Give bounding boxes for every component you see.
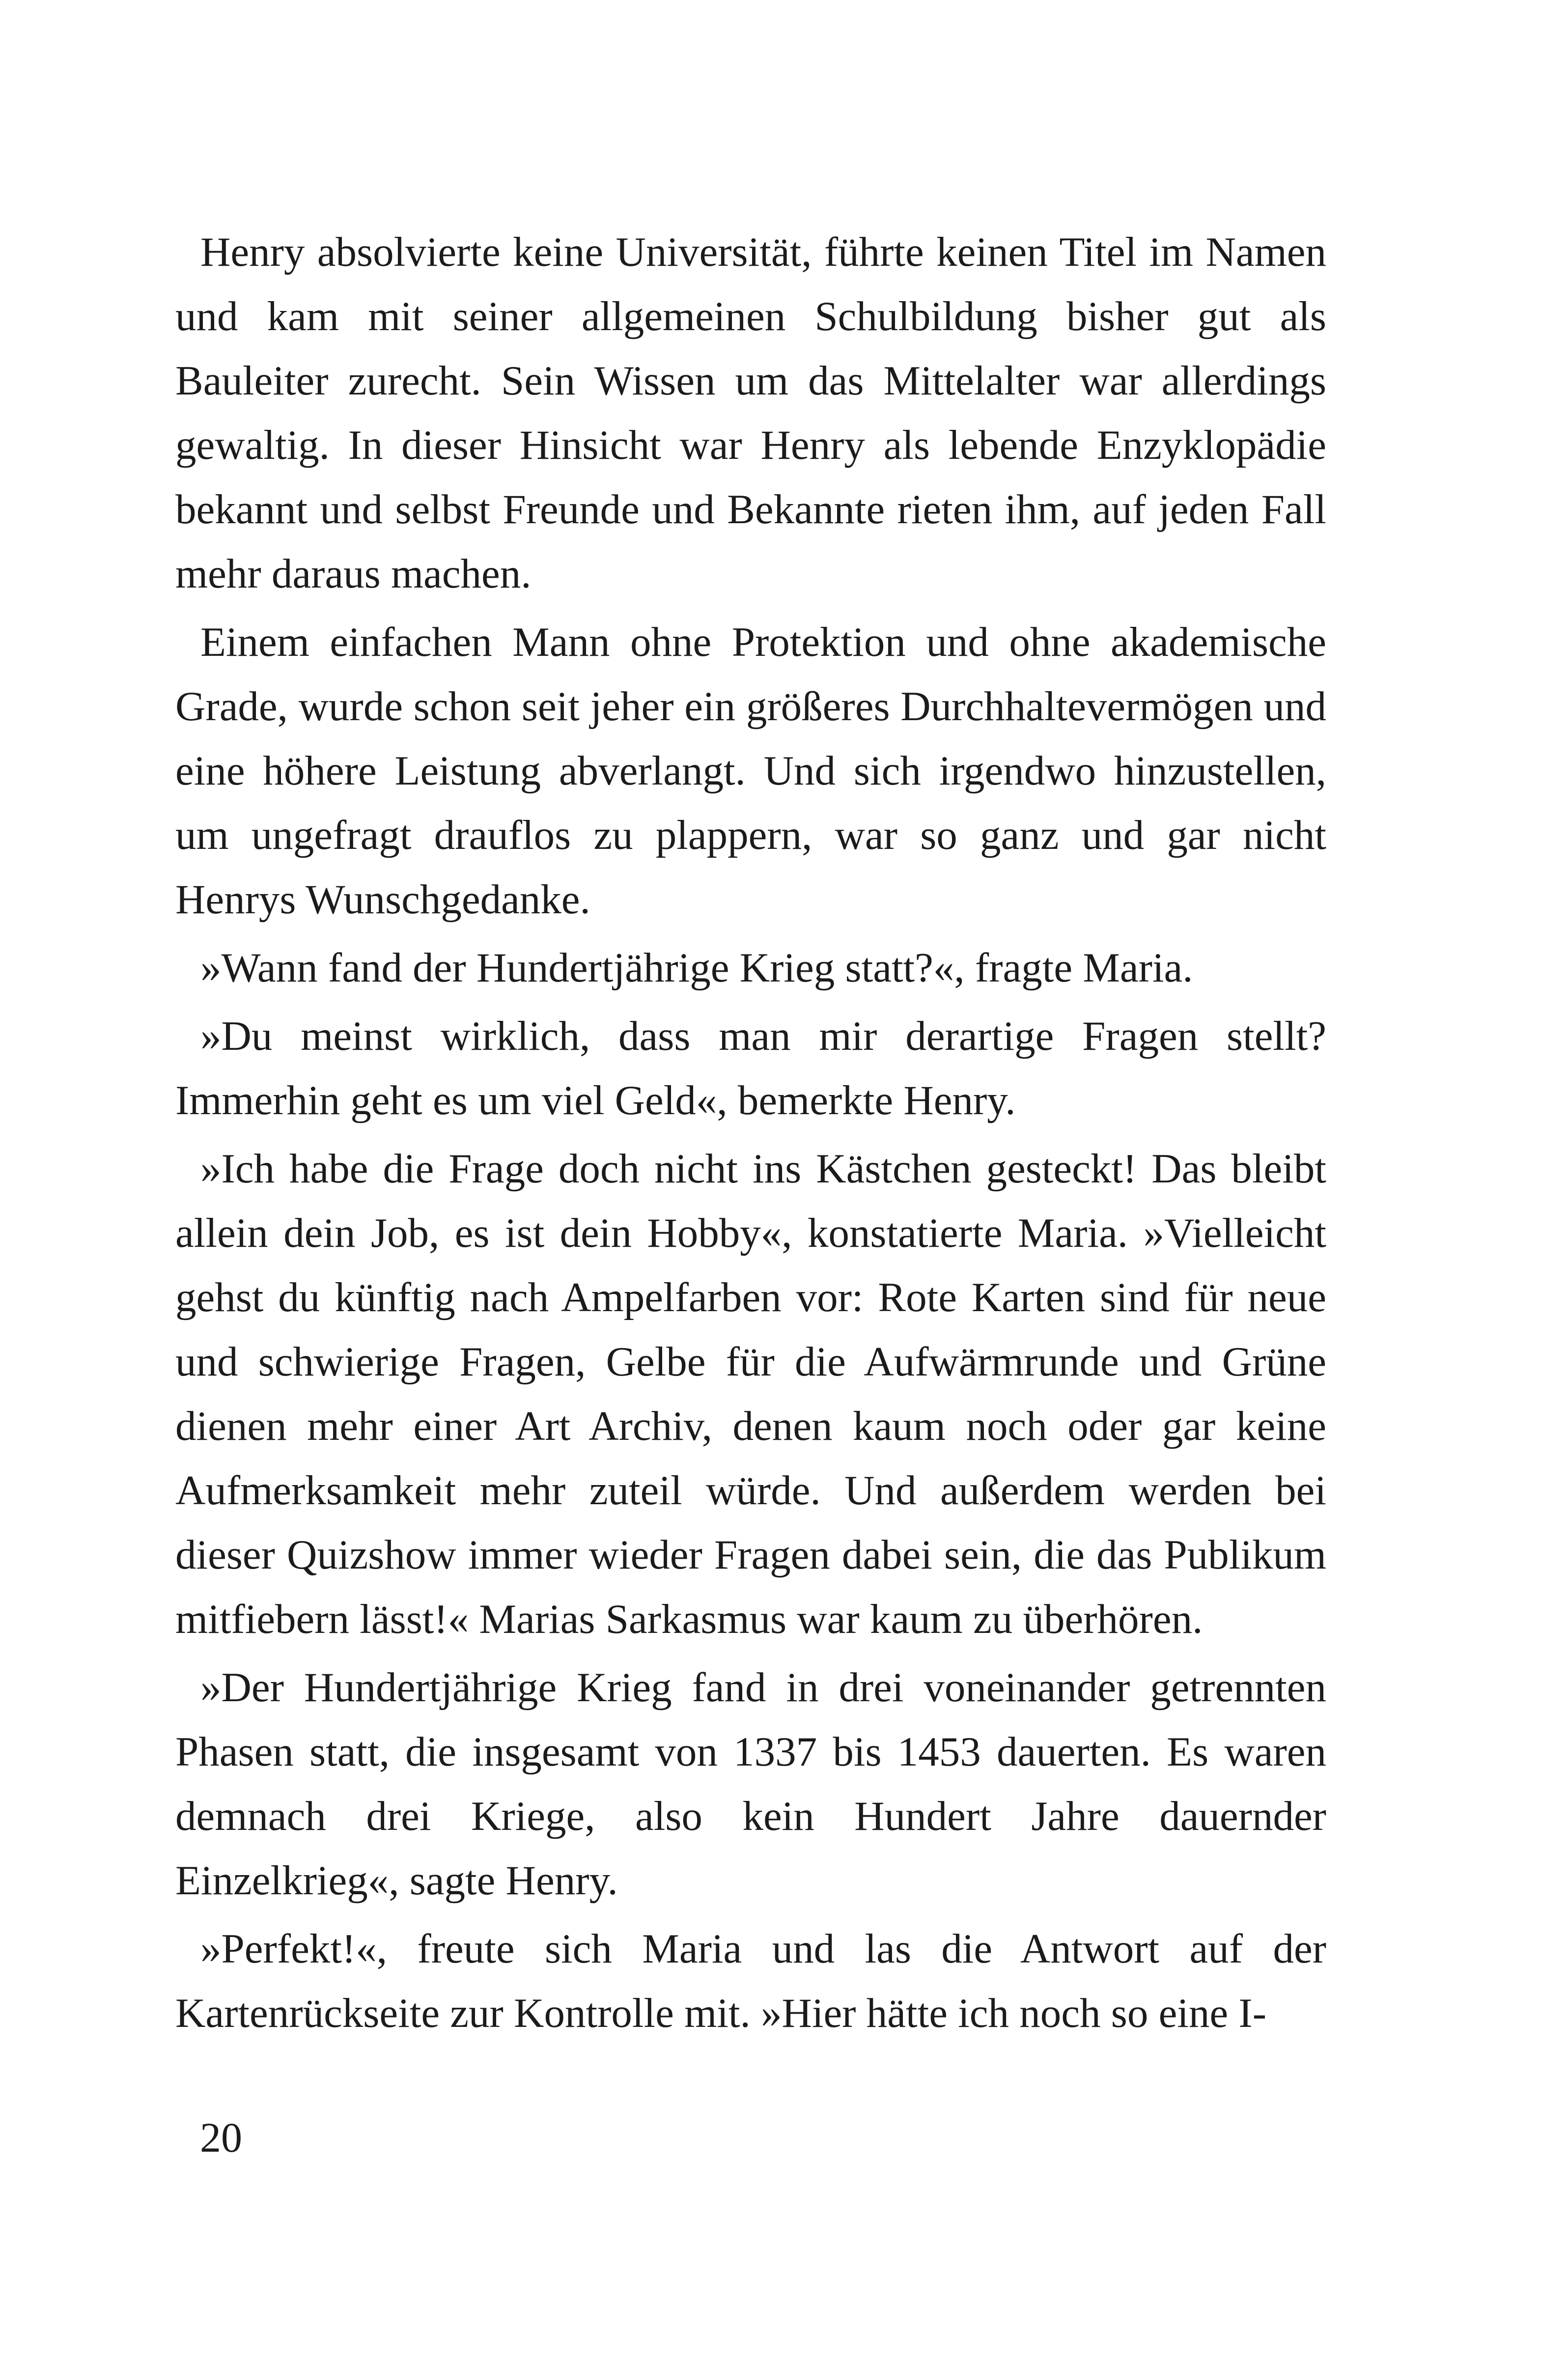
page-number: 20 [200,2114,242,2161]
body-text [175,220,1326,2049]
paragraph: »Wann fand der Hundertjährige Krieg statt?«, fragte Maria. [200,945,1193,991]
paragraph: »Du meinst wirklich, dass man mir derartige Fragen stellt? Immerhin geht es um viel Geld«, bemerkte Henry. [175,1013,1326,1123]
paragraph: Henry absolvierte keine Universität, führte keinen Titel im Namen und kam mit seiner allgemeinen Schulbildung bisher gut als Bauleiter zurecht. Sein Wissen um das Mittelalter war allerdings gewaltig. In dieser Hinsicht war Henry als lebende Enzyklopädie bekannt und selbst Freunde und Bekannte rieten ihm, auf jeden Fall mehr daraus machen. [175,229,1326,597]
paragraph: »Der Hundertjährige Krieg fand in drei voneinander getrennten Phasen statt, die insgesamt von 1337 bis 1453 dauerten. Es waren demnach drei Kriege, also kein Hundert Jahre dauernder Einzelkrieg«, sagte Henry. [175,1664,1326,1904]
paragraph: »Ich habe die Frage doch nicht ins Kästchen gesteckt! Das bleibt allein dein Job, es ist dein Hobby«, konstatierte Maria. »Vielleicht gehst du künftig nach Ampelfarben vor: Rote Karten sind für neue und schwierige Fragen, Gelbe für die Aufwärmrunde und Grüne dienen mehr einer Art Archiv, denen kaum noch oder gar keine Aufmerksamkeit mehr zuteil würde. Und außerdem werden bei dieser Quizshow immer wieder Fragen dabei sein, die das Publikum mitfiebern lässt!« Marias Sarkasmus war kaum zu überhören. [175,1146,1326,1642]
paragraph: Einem einfachen Mann ohne Protektion und ohne akademische Grade, wurde schon seit jeher ein größeres Durchhaltevermögen und eine höhere Leistung abverlangt. Und sich irgendwo hinzustellen, um ungefragt drauflos zu plappern, war so ganz und gar nicht Henrys Wunschgedanke. [175,619,1326,923]
paragraph: »Perfekt!«, freute sich Maria und las die Antwort auf der Kartenrückseite zur Kontrolle mit. »Hier hätte ich noch so eine I- [175,1926,1326,2036]
